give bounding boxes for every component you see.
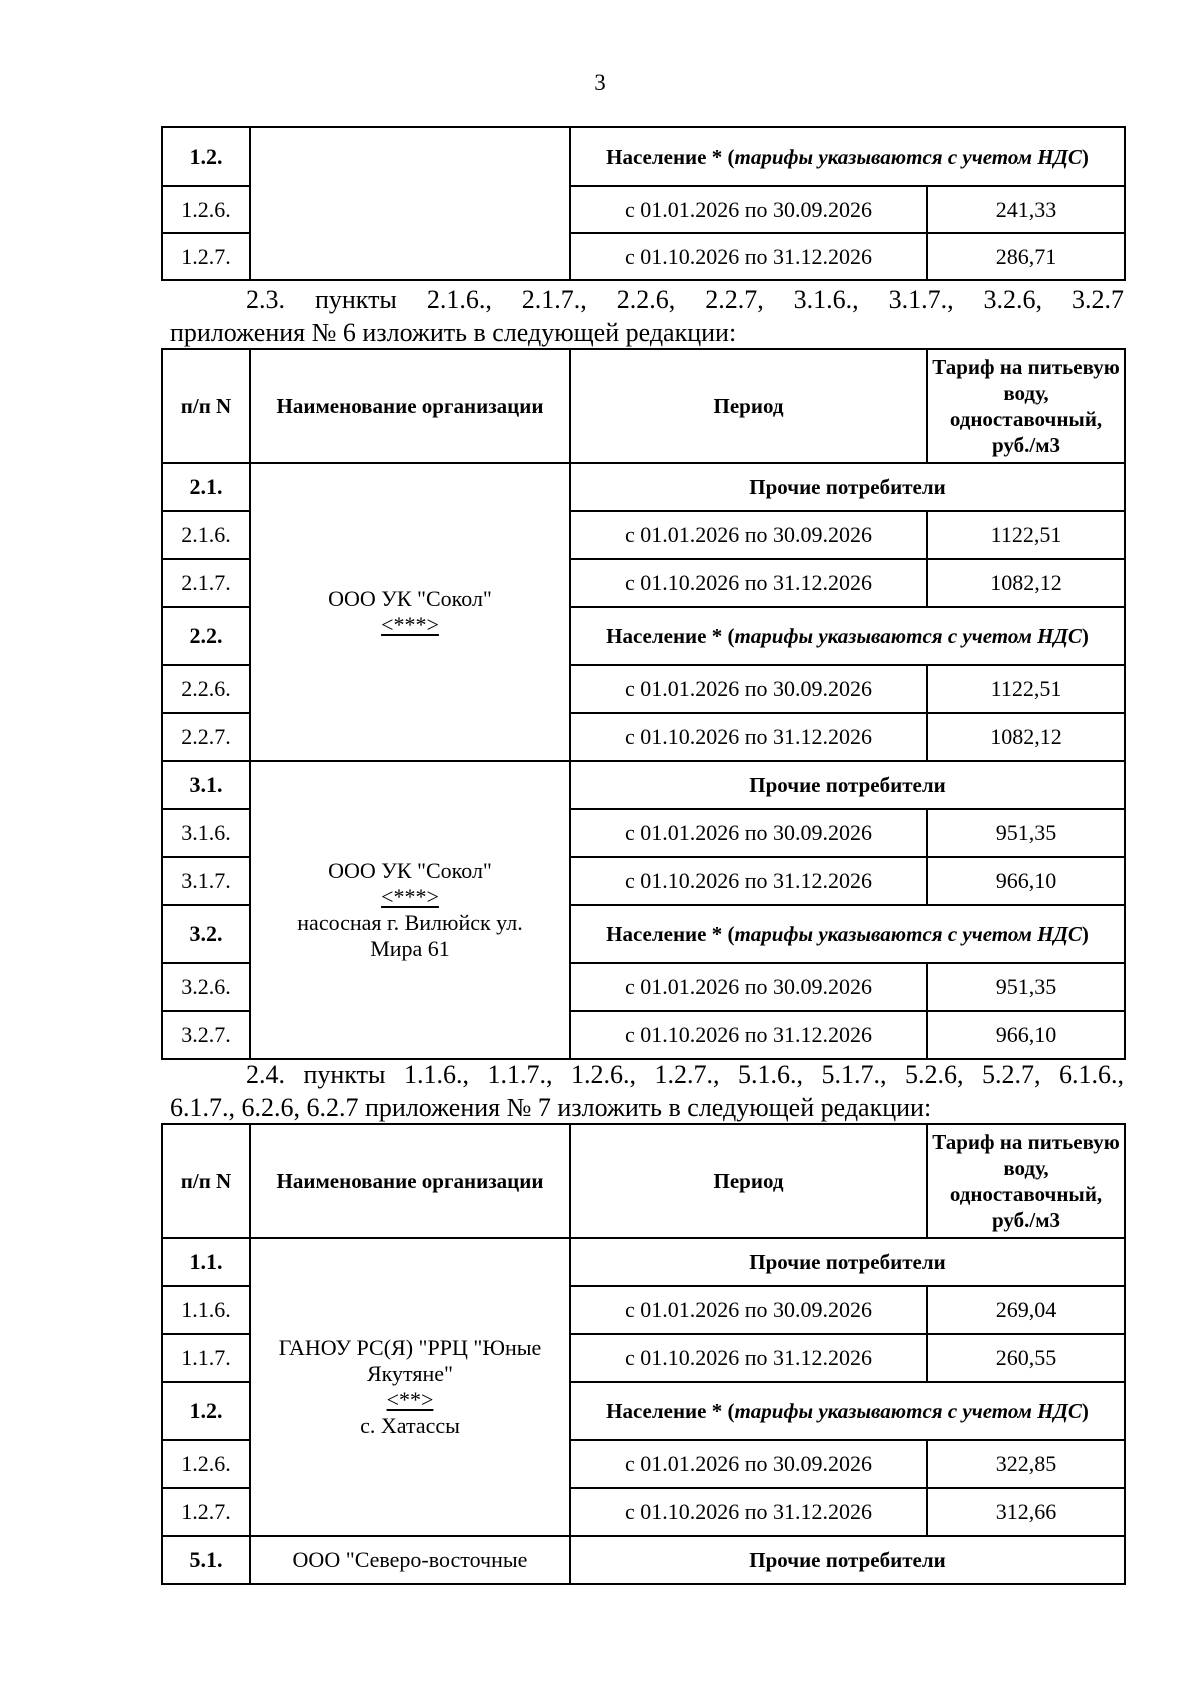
tariff-cell: 241,33 xyxy=(927,186,1125,233)
row-number: 5.1. xyxy=(162,1536,250,1584)
row-number: 1.1.7. xyxy=(162,1334,250,1382)
appendix-7-tariff-table xyxy=(161,1123,1126,1585)
period-cell: с 01.10.2026 по 31.12.2026 xyxy=(570,233,927,280)
header-period: Период xyxy=(570,349,927,463)
header-organization: Наименование организации xyxy=(250,349,570,463)
period-cell: с 01.10.2026 по 31.12.2026 xyxy=(570,713,927,761)
row-number: 1.2.6. xyxy=(162,186,250,233)
tariff-cell: 1082,12 xyxy=(927,559,1125,607)
paragraph-2-3 xyxy=(172,283,1124,349)
period-cell: с 01.01.2026 по 30.09.2026 xyxy=(570,963,927,1011)
row-number: 3.1.7. xyxy=(162,857,250,905)
tariff-cell: 951,35 xyxy=(927,963,1125,1011)
period-cell: с 01.10.2026 по 31.12.2026 xyxy=(570,857,927,905)
row-number: 1.1. xyxy=(162,1238,250,1286)
paragraph-line: 6.1.7., 6.2.6, 6.2.7 приложения № 7 изложить в следующей редакции: xyxy=(170,1093,932,1122)
category-population: Население * (тарифы указываются с учетом НДС) xyxy=(570,1382,1125,1440)
row-number: 2.1.6. xyxy=(162,511,250,559)
category-population: Население * (тарифы указываются с учетом НДС) xyxy=(570,905,1125,963)
period-cell: с 01.01.2026 по 30.09.2026 xyxy=(570,809,927,857)
row-number: 3.1. xyxy=(162,761,250,809)
header-number: п/п N xyxy=(162,1124,250,1238)
tariff-cell: 966,10 xyxy=(927,1011,1125,1059)
period-cell: с 01.01.2026 по 30.09.2026 xyxy=(570,1286,927,1334)
appendix-6-tariff-table xyxy=(161,348,1126,1060)
row-number: 1.2. xyxy=(162,1382,250,1440)
period-cell: с 01.10.2026 по 31.12.2026 xyxy=(570,1334,927,1382)
paragraph-line: 2.4. пункты 1.1.6., 1.1.7., 1.2.6., 1.2.7., 5.1.6., 5.1.7., 5.2.6, 5.2.7, 6.1.6., xyxy=(246,1060,1124,1089)
period-cell: с 01.10.2026 по 31.12.2026 xyxy=(570,1011,927,1059)
row-number: 1.2.7. xyxy=(162,233,250,280)
tariff-cell: 260,55 xyxy=(927,1334,1125,1382)
header-organization: Наименование организации xyxy=(250,1124,570,1238)
row-number: 3.2.7. xyxy=(162,1011,250,1059)
page-number: 3 xyxy=(594,70,606,95)
organization-cell xyxy=(250,127,570,280)
header-tariff: Тариф на питьевую воду, одноставочный, руб./м3 xyxy=(927,349,1125,463)
period-cell: с 01.01.2026 по 30.09.2026 xyxy=(570,511,927,559)
header-period: Период xyxy=(570,1124,927,1238)
category-population: Население * (тарифы указываются с учетом НДС) xyxy=(570,607,1125,665)
continued-tariff-table xyxy=(161,126,1126,281)
row-number: 3.2. xyxy=(162,905,250,963)
period-cell: с 01.01.2026 по 30.09.2026 xyxy=(570,186,927,233)
tariff-cell: 1082,12 xyxy=(927,713,1125,761)
tariff-cell: 1122,51 xyxy=(927,511,1125,559)
organization-cell: ООО УК "Сокол" <***> xyxy=(250,463,570,761)
row-number: 1.2. xyxy=(162,127,250,186)
row-number: 2.2. xyxy=(162,607,250,665)
tariff-cell: 312,66 xyxy=(927,1488,1125,1536)
header-number: п/п N xyxy=(162,349,250,463)
row-number: 2.1. xyxy=(162,463,250,511)
category-other: Прочие потребители xyxy=(570,1536,1125,1584)
row-number: 1.2.6. xyxy=(162,1440,250,1488)
paragraph-line: приложения № 6 изложить в следующей редакции: xyxy=(170,318,737,347)
paragraph-line: 2.3. пункты 2.1.6., 2.1.7., 2.2.6, 2.2.7, 3.1.6., 3.1.7., 3.2.6, 3.2.7 xyxy=(246,285,1124,314)
period-cell: с 01.10.2026 по 31.12.2026 xyxy=(570,559,927,607)
paragraph-2-4 xyxy=(172,1058,1124,1124)
tariff-cell: 269,04 xyxy=(927,1286,1125,1334)
tariff-cell: 322,85 xyxy=(927,1440,1125,1488)
organization-cell: ООО "Северо-восточные xyxy=(250,1536,570,1584)
period-cell: с 01.01.2026 по 30.09.2026 xyxy=(570,665,927,713)
category-other: Прочие потребители xyxy=(570,463,1125,511)
period-cell: с 01.01.2026 по 30.09.2026 xyxy=(570,1440,927,1488)
tariff-cell: 286,71 xyxy=(927,233,1125,280)
header-tariff: Тариф на питьевую воду, одноставочный, руб./м3 xyxy=(927,1124,1125,1238)
row-number: 1.2.7. xyxy=(162,1488,250,1536)
row-number: 2.2.6. xyxy=(162,665,250,713)
category-population: Население * (тарифы указываются с учетом НДС) xyxy=(570,127,1125,186)
organization-cell: ООО УК "Сокол" <***> насосная г. Вилюйск ул. Мира 61 xyxy=(250,761,570,1059)
row-number: 2.1.7. xyxy=(162,559,250,607)
category-other: Прочие потребители xyxy=(570,761,1125,809)
tariff-cell: 1122,51 xyxy=(927,665,1125,713)
row-number: 1.1.6. xyxy=(162,1286,250,1334)
period-cell: с 01.10.2026 по 31.12.2026 xyxy=(570,1488,927,1536)
organization-cell: ГАНОУ РС(Я) "РРЦ "Юные Якутяне" <**> с. Хатассы xyxy=(250,1238,570,1536)
category-other: Прочие потребители xyxy=(570,1238,1125,1286)
row-number: 3.1.6. xyxy=(162,809,250,857)
row-number: 3.2.6. xyxy=(162,963,250,1011)
tariff-cell: 951,35 xyxy=(927,809,1125,857)
row-number: 2.2.7. xyxy=(162,713,250,761)
tariff-cell: 966,10 xyxy=(927,857,1125,905)
